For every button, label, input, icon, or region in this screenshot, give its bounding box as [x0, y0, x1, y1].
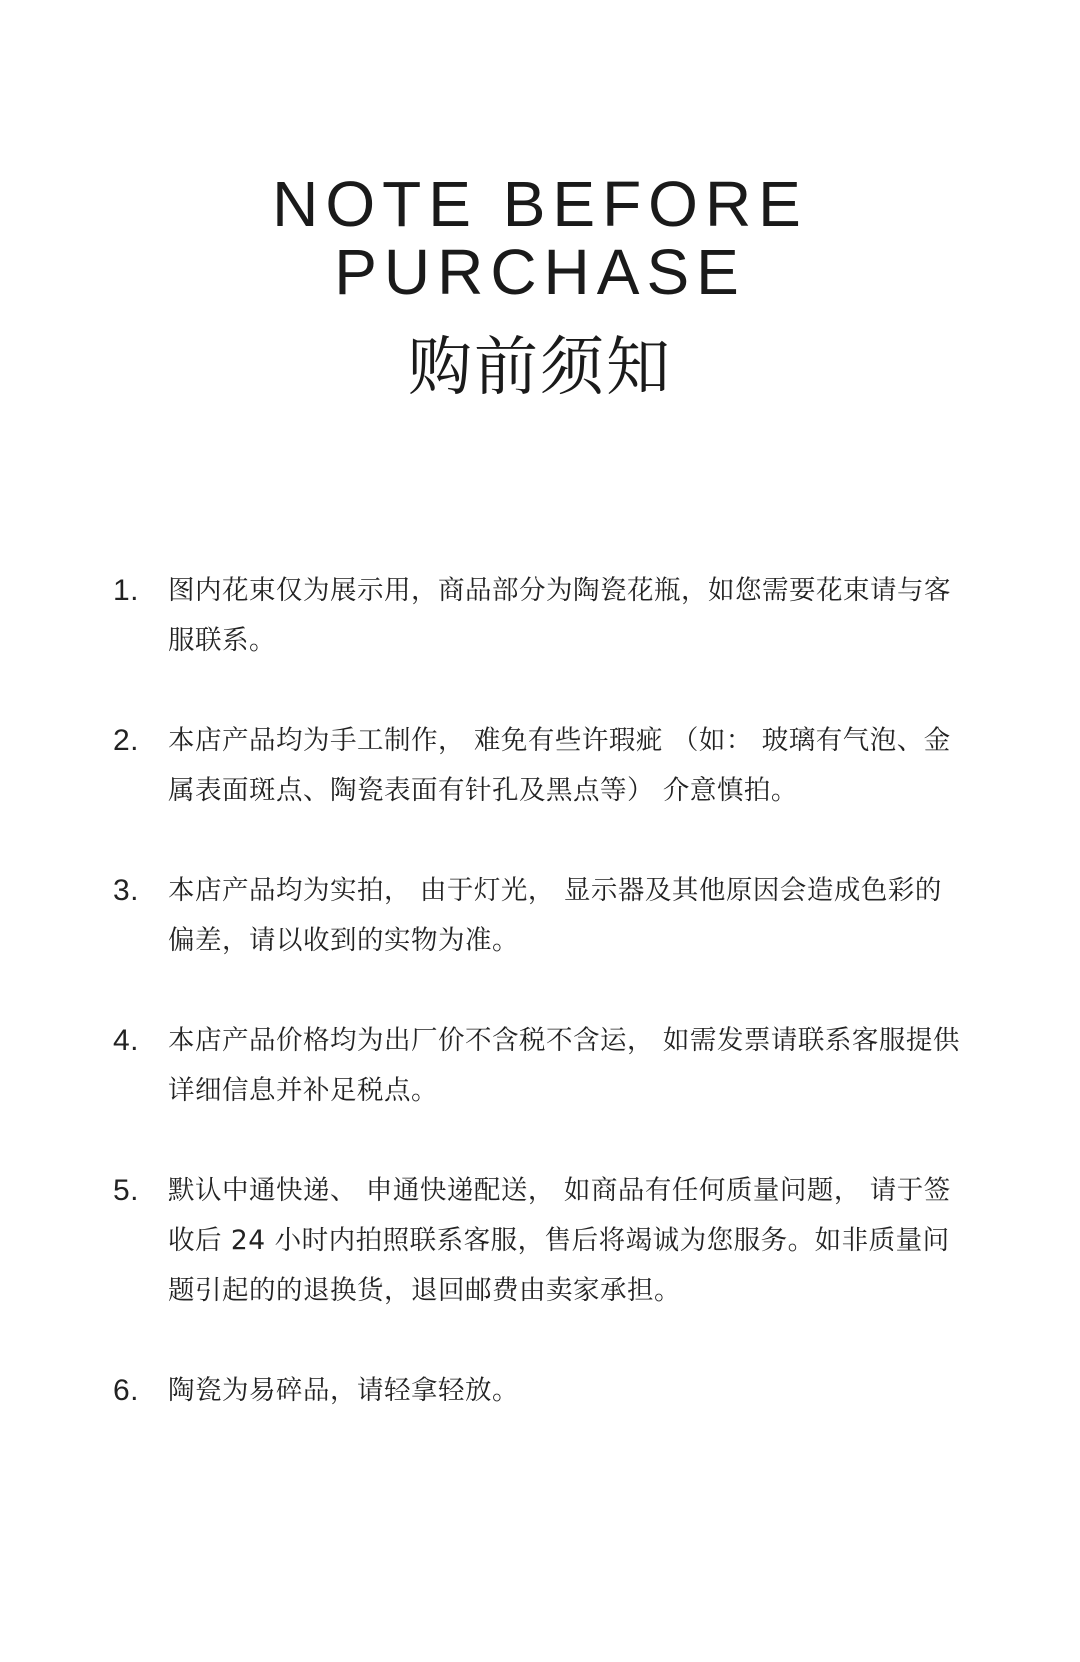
note-item-1 — [113, 566, 963, 666]
note-item-6 — [113, 1366, 963, 1416]
note-number: 3. — [113, 874, 140, 907]
note-item-2 — [113, 716, 963, 816]
page-title-en — [0, 170, 1080, 306]
note-number: 4. — [113, 1024, 140, 1057]
note-text: 图内花束仅为展示用，商品部分为陶瓷花瓶，如您需要花束请与客服联系。 — [168, 575, 951, 656]
page-title-cn: 购前须知 — [408, 331, 672, 405]
note-text: 默认中通快递、 申通快递配送， 如商品有任何质量问题， 请于签收后 24 小时内拍照联系客服，售后将竭诚为您服务。如非质量问题引起的的退换货，退回邮费由卖家承担。 — [168, 1175, 951, 1306]
note-number: 5. — [113, 1174, 140, 1207]
note-text: 本店产品价格均为出厂价不含税不含运， 如需发票请联系客服提供详细信息并补足税点。 — [168, 1025, 960, 1106]
note-text: 本店产品均为实拍， 由于灯光， 显示器及其他原因会造成色彩的偏差，请以收到的实物为准。 — [168, 875, 942, 956]
page-header — [0, 170, 1080, 408]
note-text: 本店产品均为手工制作， 难免有些许瑕疵 （如： 玻璃有气泡、金属表面斑点、陶瓷表面有针孔及黑点等） 介意慎拍。 — [168, 725, 951, 806]
note-item-5 — [113, 1166, 963, 1316]
note-number: 6. — [113, 1374, 140, 1407]
notes-list — [113, 566, 963, 1416]
note-item-4 — [113, 1016, 963, 1116]
title-en-line1: NOTE BEFORE — [272, 168, 808, 240]
note-item-3 — [113, 866, 963, 966]
title-en-line2: PURCHASE — [334, 236, 746, 308]
note-number: 1. — [113, 574, 140, 607]
note-text: 陶瓷为易碎品，请轻拿轻放。 — [168, 1375, 519, 1406]
note-number: 2. — [113, 724, 140, 757]
